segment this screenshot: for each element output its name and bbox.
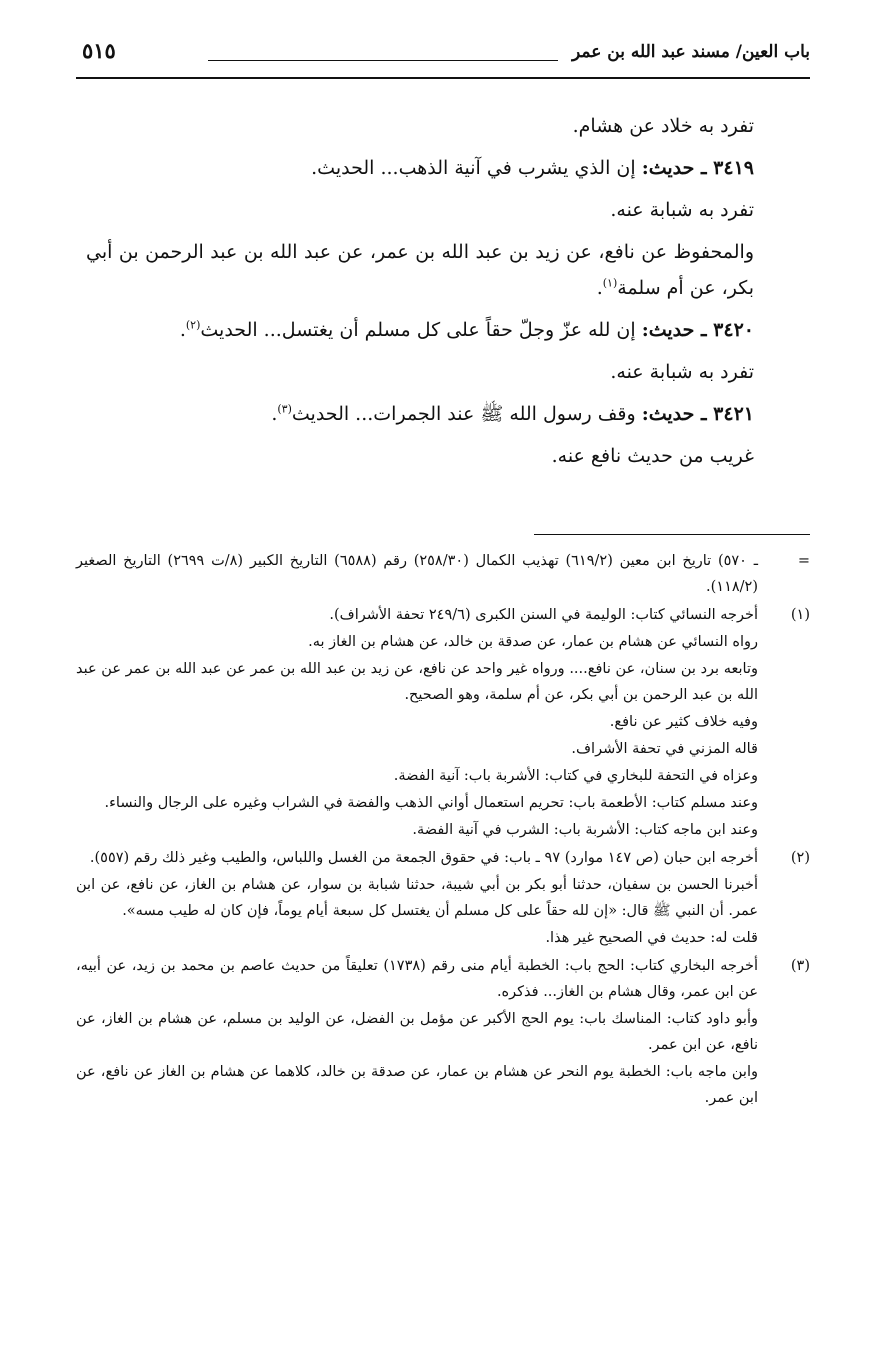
footnote-line: قاله المزني في تحفة الأشراف.: [571, 741, 758, 757]
hadith-text: وقف رسول الله ﷺ عند الجمرات... الحديث: [291, 403, 642, 425]
footnote-line: قلت له: حديث في الصحيح غير هذا.: [545, 930, 758, 946]
footnote-line: وتابعه برد بن سنان، عن نافع.... ورواه غير واحد عن نافع، عن زيد بن عبد الله بن عمر عن عبد الله بن عمر عن عبد الله بن عبد الرحمن بن أبي بكر، عن أم سلمة، وهو الصحيح.: [76, 661, 758, 703]
hadith-number: ٣٤١٩ ـ حديث:: [641, 157, 754, 179]
main-text: [86, 108, 810, 480]
hadith-text: إن الذي يشرب في آنية الذهب... الحديث.: [311, 157, 642, 179]
footnote-line: وأبو داود كتاب: المناسك باب: يوم الحج الأكبر عن مؤمل بن الفضل، عن الوليد بن مسلم، عن هشام بن الغاز، عن نافع، عن ابن عمر.: [76, 1011, 758, 1053]
hadith-entry: [86, 312, 810, 348]
hadith-tail: .: [179, 319, 186, 341]
footnote-ref: (٢): [185, 318, 201, 332]
hadith-number: ٣٤٢٠ ـ حديث:: [641, 319, 754, 341]
footnote-separator: [534, 534, 810, 535]
footnote-continued: [76, 548, 810, 600]
footnote-number: =: [797, 553, 810, 569]
paragraph-tail: .: [596, 277, 603, 299]
page-number: ٥١٥: [82, 38, 116, 63]
footnote-line: وعند مسلم كتاب: الأطعمة باب: تحريم استعمال أواني الذهب والفضة في الشراب وغيره على الرجال والنساء.: [104, 795, 758, 811]
footnote-ref: (٣): [277, 402, 292, 416]
footnote-line: وعند ابن ماجه كتاب: الأشربة باب: الشرب في آنية الفضة.: [412, 822, 758, 838]
footnote-3: [76, 953, 810, 1111]
narration-note: [86, 192, 810, 228]
footnote-number: (٢): [790, 850, 810, 866]
footnote-number: (٣): [790, 958, 810, 974]
footnote-2: [76, 845, 810, 951]
running-title: باب العين/ مسند عبد الله بن عمر: [572, 42, 810, 62]
narration-note: [86, 354, 810, 390]
narration-note: [86, 438, 810, 474]
footnote-line: ـ ٥٧٠) تاريخ ابن معين (٦١٩/٢) تهذيب الكمال (٢٥٨/٣٠) رقم (٦٥٨٨) التاريخ الكبير (٨/ت ٢٦٩٩) التاريخ الصغير (١١٨/٢).: [76, 553, 758, 595]
header-dash-line: [208, 60, 558, 61]
narration-paragraph: [86, 234, 810, 306]
note-text: تفرد به خلاد عن هشام.: [572, 115, 754, 137]
hadith-number: ٣٤٢١ ـ حديث:: [641, 403, 754, 425]
footnote-line: أخبرنا الحسن بن سفيان، حدثنا أبو بكر بن أبي شيبة، حدثنا شبابة بن سوار، عن هشام بن الغاز، عن نافع، عن ابن عمر. أن النبي ﷺ قال: «إن لله حقاً على كل مسلم أن يغتسل كل سبعة أيام يوماً، فإن كان له طيب مسه».: [76, 877, 758, 919]
hadith-entry: [86, 396, 810, 432]
note-text: غريب من حديث نافع عنه.: [551, 445, 754, 467]
footnote-line: وابن ماجه باب: الخطبة يوم النحر عن هشام بن عمار، عن صدقة بن خالد، كلاهما عن هشام بن الغاز عن نافع، عن ابن عمر.: [76, 1064, 758, 1106]
narration-note: [86, 108, 810, 144]
hadith-text: إن لله عزّ وجلّ حقاً على كل مسلم أن يغتسل... الحديث: [200, 319, 642, 341]
hadith-entry: [86, 150, 810, 186]
footnote-line: أخرجه البخاري كتاب: الحج باب: الخطبة أيام منى رقم (١٧٣٨) تعليقاً من حديث عاصم بن محمد بن زيد، عن أبيه، عن ابن عمر، وقال هشام بن الغاز... فذكره.: [76, 958, 758, 1000]
footnote-line: رواه النسائي عن هشام بن عمار، عن صدقة بن خالد، عن هشام بن الغاز به.: [308, 634, 758, 650]
paragraph-text: والمحفوظ عن نافع، عن زيد بن عبد الله بن عمر، عن عبد الله بن عبد الرحمن بن أبي بكر، عن أم سلمة: [86, 241, 754, 299]
note-text: تفرد به شبابة عنه.: [610, 361, 754, 383]
header-rule: [76, 77, 810, 79]
footnote-line: وعزاه في التحفة للبخاري في كتاب: الأشربة باب: آنية الفضة.: [393, 768, 758, 784]
footnote-line: أخرجه ابن حبان (ص ١٤٧ موارد) ٩٧ ـ باب: في حقوق الجمعة من الغسل واللباس، والطيب وغير ذلك رقم (٥٥٧).: [89, 850, 758, 866]
footnote-line: أخرجه النسائي كتاب: الوليمة في السنن الكبرى (٢٤٩/٦ تحفة الأشراف).: [329, 607, 758, 623]
footnote-number: (١): [790, 607, 810, 623]
footnote-line: وفيه خلاف كثير عن نافع.: [609, 714, 758, 730]
footnote-1: [76, 602, 810, 843]
note-text: تفرد به شبابة عنه.: [610, 199, 754, 221]
footnote-ref: (١): [602, 276, 618, 290]
footnotes: [76, 548, 810, 1113]
page-header: [76, 38, 810, 74]
hadith-tail: .: [271, 403, 278, 425]
